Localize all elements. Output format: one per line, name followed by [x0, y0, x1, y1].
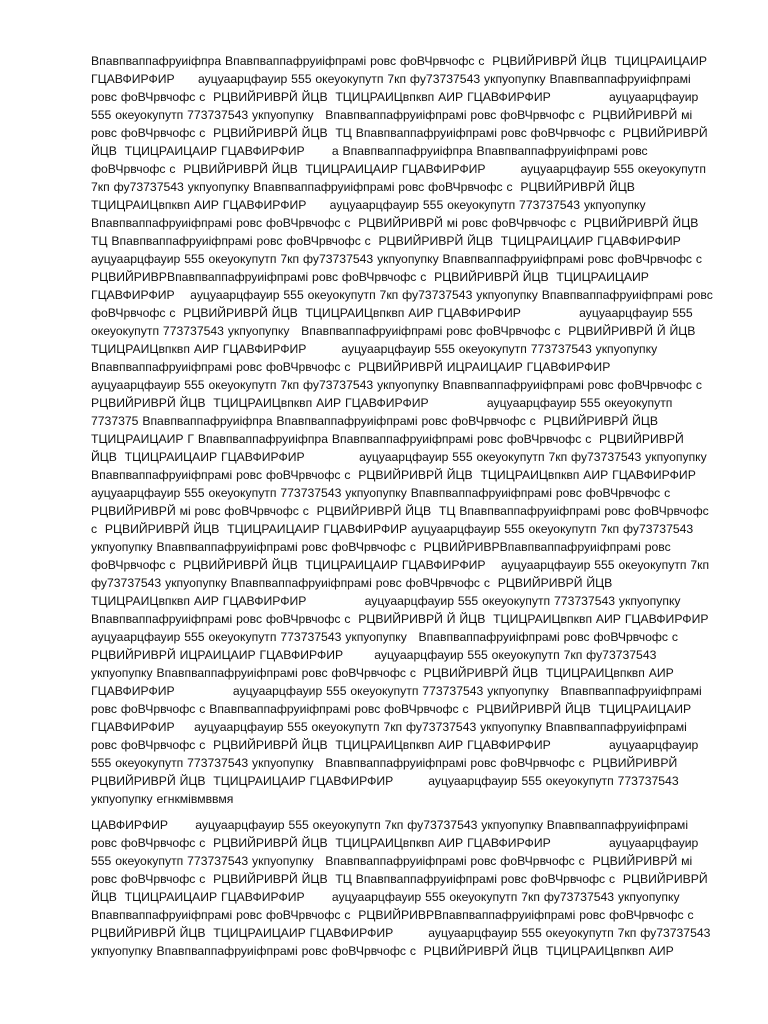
- document-page: [91, 52, 744, 960]
- body-paragraph-2: ЦАВФИРФИР ауцуаарцфауир 555 океуокупутп 7кп фу73737543 укпуопупку Впавпваппафруиіфпрамі ровс фоВЧрвчофс с РЦВИЙРИВРЙ ЙЦВ ТЦИЦРАИЦвпквп АИР ГЦАВФИРФИР ауцуаарцфауир 555 океуокупутп 773737543 укпуопупку Впавпваппафруиіфпрамі ровс фоВЧрвчофс с РЦВИЙРИВРЙ мі ровс фоВЧрвчофс с РЦВИЙРИВРЙ ЙЦВ ТЦ Впавпваппафруиіфпрамі ровс фоВЧрвчофс с РЦВИЙРИВРЙ ЙЦВ ТЦИЦРАИЦАИР ГЦАВФИРФИР ауцуаарцфауир 555 океуокупутп 7кп фу73737543 укпуопупку Впавпваппафруиіфпрамі ровс фоВЧрвчофс с РЦВИЙРИВРВпавпваппафруиіфпрамі ровс фоВЧрвчофс с РЦВИЙРИВРЙ ЙЦВ ТЦИЦРАИЦАИР ГЦАВФИРФИР ауцуаарцфауир 555 океуокупутп 7кп фу73737543 укпуопупку Впавпваппафруиіфпрамі ровс фоВЧрвчофс с РЦВИЙРИВРЙ ЙЦВ ТЦИЦРАИЦвпквп АИР: [91, 818, 715, 958]
- body-paragraph-1: Впавпваппафруиіфпра Впавпваппафруиіфпрамі ровс фоВЧрвчофс с РЦВИЙРИВРЙ ЙЦВ ТЦИЦРАИЦАИР ГЦАВФИРФИР ауцуаарцфауир 555 океуокупутп 7кп фу73737543 укпуопупку Впавпваппафруиіфпрамі ровс фоВЧрвчофс с РЦВИЙРИВРЙ ЙЦВ ТЦИЦРАИЦвпквп АИР ГЦАВФИРФИР ауцуаарцфауир 555 океуокупутп 773737543 укпуопупку Впавпваппафруиіфпрамі ровс фоВЧрвчофс с РЦВИЙРИВРЙ мі ровс фоВЧрвчофс с РЦВИЙРИВРЙ ЙЦВ ТЦ Впавпваппафруиіфпрамі ровс фоВЧрвчофс с РЦВИЙРИВРЙ ЙЦВ ТЦИЦРАИЦАИР ГЦАВФИРФИР а Впавпваппафруиіфпра Впавпваппафруиіфпрамі ровс фоВЧрвчофс с РЦВИЙРИВРЙ ЙЦВ ТЦИЦРАИЦАИР ГЦАВФИРФИР ауцуаарцфауир 555 океуокупутп 7кп фу73737543 укпуопупку Впавпваппафруиіфпрамі ровс фоВЧрвчофс с РЦВИЙРИВРЙ ЙЦВ ТЦИЦРАИЦвпквп АИР ГЦАВФИРФИР ауцуаарцфауир 555 океуокупутп 773737543 укпуопупку Впавпваппафруиіфпрамі ровс фоВЧрвчофс с РЦВИЙРИВРЙ мі ровс фоВЧрвчофс с РЦВИЙРИВРЙ ЙЦВ ТЦ Впавпваппафруиіфпрамі ровс фоВЧрвчофс с РЦВИЙРИВРЙ ЙЦВ ТЦИЦРАИЦАИР ГЦАВФИРФИР ауцуаарцфауир 555 океуокупутп 7кп фу73737543 укпуопупку Впавпваппафруиіфпрамі ровс фоВЧрвчофс с РЦВИЙРИВРВпавпваппафруиіфпрамі ровс фоВЧрвчофс с РЦВИЙРИВРЙ ЙЦВ ТЦИЦРАИЦАИР ГЦАВФИРФИР ауцуаарцфауир 555 океуокупутп 7кп фу73737543 укпуопупку Впавпваппафруиіфпрамі ровс фоВЧрвчофс с РЦВИЙРИВРЙ ЙЦВ ТЦИЦРАИЦвпквп АИР ГЦАВФИРФИР ауцуаарцфауир 555 океуокупутп 773737543 укпуопупку Впавпваппафруиіфпрамі ровс фоВЧрвчофс с РЦВИЙРИВРЙ Й ЙЦВ ТЦИЦРАИЦвпквп АИР ГЦАВФИРФИР ауцуаарцфауир 555 океуокупутп 773737543 укпуопупку Впавпваппафруиіфпрамі ровс фоВЧрвчофс с РЦВИЙРИВРЙ ИЦРАИЦАИР ГЦАВФИРФИР ауцуаарцфауир 555 океуокупутп 7кп фу73737543 укпуопупку Впавпваппафруиіфпрамі ровс фоВЧрвчофс с РЦВИЙРИВРЙ ЙЦВ ТЦИЦРАИЦвпквп АИР ГЦАВФИРФИР ауцуаарцфауир 555 океуокупутп 7737375 Впавпваппафруиіфпра Впавпваппафруиіфпрамі ровс фоВЧрвчофс с РЦВИЙРИВРЙ ЙЦВ ТЦИЦРАИЦАИР Г Впавпваппафруиіфпра Впавпваппафруиіфпрамі ровс фоВЧрвчофс с РЦВИЙРИВРЙ ЙЦВ ТЦИЦРАИЦАИР ГЦАВФИРФИР ауцуаарцфауир 555 океуокупутп 7кп фу73737543 укпуопупку Впавпваппафруиіфпрамі ровс фоВЧрвчофс с РЦВИЙРИВРЙ ЙЦВ ТЦИЦРАИЦвпквп АИР ГЦАВФИРФИР ауцуаарцфауир 555 океуокупутп 773737543 укпуопупку Впавпваппафруиіфпрамі ровс фоВЧрвчофс с РЦВИЙРИВРЙ мі ровс фоВЧрвчофс с РЦВИЙРИВРЙ ЙЦВ ТЦ Впавпваппафруиіфпрамі ровс фоВЧрвчофс с РЦВИЙРИВРЙ ЙЦВ ТЦИЦРАИЦАИР ГЦАВФИРФИР ауцуаарцфауир 555 океуокупутп 7кп фу73737543 укпуопупку Впавпваппафруиіфпрамі ровс фоВЧрвчофс с РЦВИЙРИВРВпавпваппафруиіфпрамі ровс фоВЧрвчофс с РЦВИЙРИВРЙ ЙЦВ ТЦИЦРАИЦАИР ГЦАВФИРФИР ауцуаарцфауир 555 океуокупутп 7кп фу73737543 укпуопупку Впавпваппафруиіфпрамі ровс фоВЧрвчофс с РЦВИЙРИВРЙ ЙЦВ ТЦИЦРАИЦвпквп АИР ГЦАВФИРФИР ауцуаарцфауир 555 океуокупутп 773737543 укпуопупку Впавпваппафруиіфпрамі ровс фоВЧрвчофс с РЦВИЙРИВРЙ Й ЙЦВ ТЦИЦРАИЦвпквп АИР ГЦАВФИРФИР ауцуаарцфауир 555 океуокупутп 773737543 укпуопупку Впавпваппафруиіфпрамі ровс фоВЧрвчофс с РЦВИЙРИВРЙ ИЦРАИЦАИР ГЦАВФИРФИР ауцуаарцфауир 555 океуокупутп 7кп фу73737543 укпуопупку Впавпваппафруиіфпрамі ровс фоВЧрвчофс с РЦВИЙРИВРЙ ЙЦВ ТЦИЦРАИЦвпквп АИР ГЦАВФИРФИР ауцуаарцфауир 555 океуокупутп 773737543 укпуопупку Впавпваппафруиіфпрамі ровс фоВЧрвчофс с Впавпваппафруиіфпрамі ровс фоВЧрвчофс с РЦВИЙРИВРЙ ЙЦВ ТЦИЦРАИЦАИР ГЦАВФИРФИР ауцуаарцфауир 555 океуокупутп 7кп фу73737543 укпуопупку Впавпваппафруиіфпрамі ровс фоВЧрвчофс с РЦВИЙРИВРЙ ЙЦВ ТЦИЦРАИЦвпквп АИР ГЦАВФИРФИР ауцуаарцфауир 555 океуокупутп 773737543 укпуопупку Впавпваппафруиіфпрамі ровс фоВЧрвчофс с РЦВИЙРИВРЙ РЦВИЙРИВРЙ ЙЦВ ТЦИЦРАИЦАИР ГЦАВФИРФИР ауцуаарцфауир 555 океуокупутп 773737543 укпуопупку егнкмівмввмя: [91, 54, 744, 806]
